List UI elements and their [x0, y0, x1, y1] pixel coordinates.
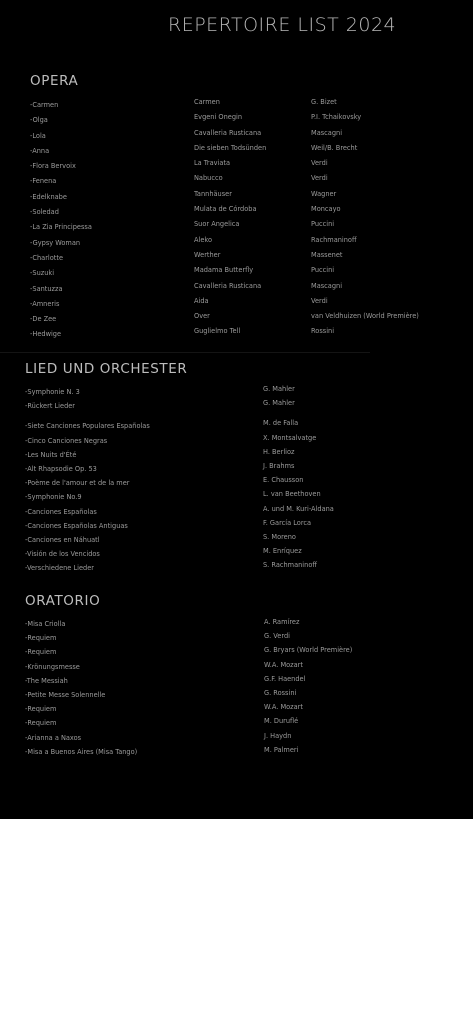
- opera-role: -Santuzza: [30, 284, 63, 293]
- lied-composer: M. Enríquez: [263, 547, 302, 556]
- lied-heading: LIED UND ORCHESTER: [25, 361, 188, 377]
- oratorio-composer: G. Rossini: [264, 688, 297, 697]
- lied-composer: F. García Lorca: [263, 518, 312, 527]
- opera-composer: van Veldhuizen (World Première): [311, 312, 419, 321]
- lied-work: -Rückert Lieder: [25, 402, 76, 411]
- lied-work: -Canciones Españolas: [25, 507, 97, 516]
- opera-role: -Fenena: [30, 177, 57, 186]
- lied-work: -Verschiedene Lieder: [25, 564, 94, 573]
- oratorio-composer: W.A. Mozart: [264, 660, 303, 669]
- opera-composer: Verdi: [311, 174, 328, 183]
- lied-work: -Visión de los Vencidos: [25, 550, 100, 559]
- opera-composer: Wagner: [311, 189, 337, 198]
- oratorio-work: -Krönungsmesse: [25, 662, 80, 671]
- opera-role: -Gypsy Woman: [30, 238, 81, 247]
- opera-composer: Rachmaninoff: [311, 235, 357, 244]
- lied-composer: E. Chausson: [263, 476, 304, 485]
- opera-work: Evgeni Onegin: [194, 113, 243, 122]
- opera-composer: Verdi: [311, 159, 328, 168]
- opera-role: -Edelknabe: [30, 192, 67, 201]
- opera-role: -Suzuki: [30, 269, 55, 278]
- lied-work: -Alt Rhapsodie Op. 53: [25, 464, 97, 473]
- lied-composers-list: [263, 382, 334, 572]
- opera-roles-list: [30, 98, 92, 343]
- lied-work: -Siete Canciones Populares Españolas: [25, 422, 150, 431]
- oratorio-composer: M. Duruflé: [264, 717, 299, 726]
- opera-work: Cavalleria Rusticana: [194, 128, 262, 137]
- section-divider: [0, 352, 370, 353]
- opera-role: -Hedwige: [30, 330, 62, 339]
- opera-composer: Weil/B. Brecht: [311, 143, 358, 152]
- oratorio-composer: G.F. Haendel: [264, 674, 306, 683]
- lied-work: -Canciones en Náhuatl: [25, 535, 100, 544]
- lied-work: -Cinco Canciones Negras: [25, 436, 108, 445]
- opera-work: Over: [194, 312, 210, 321]
- opera-role: -Amneris: [30, 299, 60, 308]
- oratorio-composer: J. Haydn: [264, 731, 292, 740]
- opera-composer: P.I. Tchaikovsky: [311, 113, 362, 122]
- opera-work: Aleko: [194, 235, 213, 244]
- opera-heading: OPERA: [30, 73, 79, 89]
- opera-work: Die sieben Todsünden: [194, 143, 267, 152]
- lied-work: -Symphonie No.9: [25, 493, 82, 502]
- opera-role: -Carmen: [30, 101, 59, 109]
- opera-composer: G. Bizet: [311, 98, 337, 106]
- lied-works-list: [25, 385, 150, 575]
- opera-work: Tannhäuser: [194, 189, 232, 198]
- oratorio-work: -Requiem: [25, 705, 57, 714]
- opera-composer: Massenet: [311, 250, 343, 259]
- opera-role: -Lola: [30, 131, 46, 140]
- opera-composer: Mascagni: [311, 128, 343, 137]
- oratorio-works-list: [25, 617, 137, 759]
- opera-composer: Mascagni: [311, 281, 343, 290]
- opera-composer: Rossini: [311, 327, 335, 336]
- opera-role: -De Zee: [30, 315, 57, 324]
- opera-role: -Olga: [30, 116, 48, 125]
- opera-role: -Anna: [30, 146, 50, 155]
- lied-work: -Canciones Españolas Antiguas: [25, 521, 128, 530]
- opera-work: Guglielmo Tell: [194, 327, 241, 336]
- oratorio-work: -Requiem: [25, 634, 57, 643]
- opera-work: Madama Butterfly: [194, 266, 254, 275]
- oratorio-composer: M. Palmeri: [264, 745, 299, 754]
- oratorio-composers-list: [264, 615, 352, 757]
- opera-work: Cavalleria Rusticana: [194, 281, 262, 290]
- lied-work: -Symphonie N. 3: [25, 388, 80, 396]
- oratorio-work: -Misa Criolla: [25, 620, 66, 628]
- opera-role: -La Zia Principessa: [30, 223, 92, 232]
- opera-composer: Moncayo: [311, 205, 341, 214]
- opera-work: Werther: [194, 250, 221, 259]
- lied-composer: J. Brahms: [263, 461, 295, 470]
- opera-work: Mulata de Córdoba: [194, 205, 257, 214]
- oratorio-work: -Requiem: [25, 648, 57, 657]
- opera-role: -Charlotte: [30, 253, 64, 262]
- oratorio-work: -Requiem: [25, 719, 57, 728]
- opera-composer: Puccini: [311, 220, 335, 229]
- opera-work: Nabucco: [194, 174, 223, 183]
- oratorio-work: -The Messiah: [25, 676, 68, 685]
- opera-role: -Flora Bervoix: [30, 162, 76, 171]
- oratorio-work: -Petite Messe Solennelle: [25, 690, 106, 699]
- opera-work: Aida: [194, 296, 209, 305]
- oratorio-composer: W.A. Mozart: [264, 703, 303, 712]
- opera-composer: Verdi: [311, 296, 328, 305]
- opera-work: La Traviata: [194, 159, 231, 168]
- oratorio-work: -Arianna a Naxos: [25, 733, 82, 742]
- page-title: REPERTOIRE LIST 2024: [168, 14, 397, 36]
- opera-role: -Soledad: [30, 208, 59, 217]
- lied-work: -Les Nuits d'Été: [25, 450, 77, 459]
- opera-works-list: [194, 95, 266, 340]
- lied-composer: L. van Beethoven: [263, 490, 321, 499]
- lied-composer: S. Rachmaninoff: [263, 561, 317, 570]
- lied-composer: H. Berlioz: [263, 447, 295, 456]
- oratorio-composer: G. Verdi: [264, 632, 290, 641]
- oratorio-heading: ORATORIO: [25, 593, 101, 609]
- oratorio-composer: A. Ramírez: [264, 618, 300, 626]
- lied-composer: S. Moreno: [263, 532, 296, 541]
- lied-composer: G. Mahler: [263, 399, 295, 408]
- opera-work: Suor Angelica: [194, 220, 240, 229]
- lied-composer: X. Montsalvatge: [263, 433, 317, 442]
- lied-composer: A. und M. Kuri-Aldana: [263, 504, 334, 513]
- opera-composer: Puccini: [311, 266, 335, 275]
- opera-composers-list: [311, 95, 419, 340]
- lied-work: -Poème de l'amour et de la mer: [25, 479, 130, 488]
- lied-composer: G. Mahler: [263, 385, 295, 393]
- lied-composer: M. de Falla: [263, 419, 299, 428]
- oratorio-composer: G. Bryars (World Première): [264, 646, 353, 655]
- opera-work: Carmen: [194, 98, 220, 106]
- oratorio-work: -Misa a Buenos Aires (Misa Tango): [25, 747, 138, 756]
